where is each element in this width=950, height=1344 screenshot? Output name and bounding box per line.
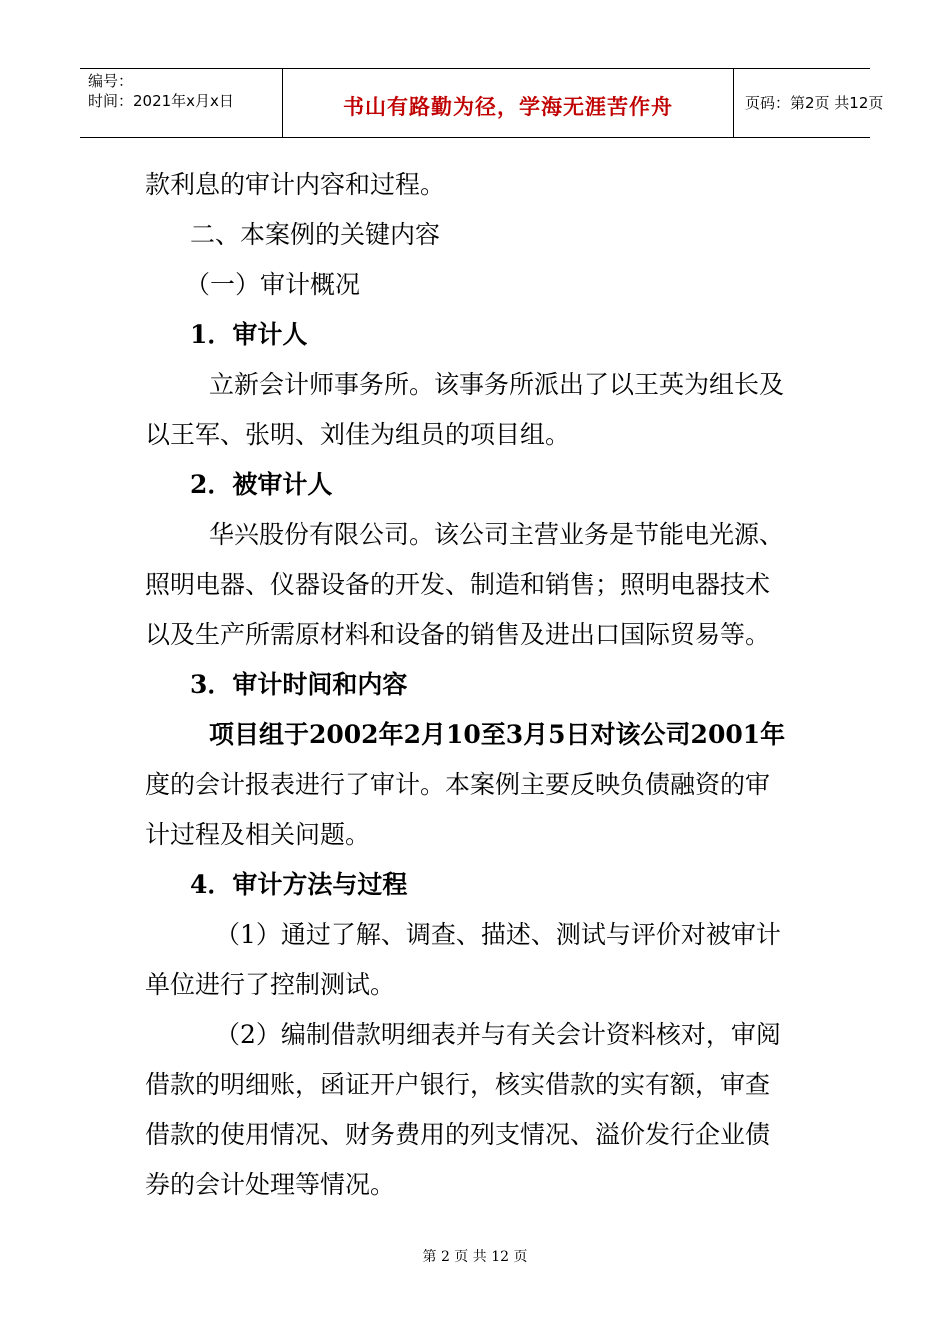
body-line: 以及生产所需原材料和设备的销售及进出口国际贸易等。 xyxy=(145,620,771,649)
body-line: 借款的明细账，函证开户银行，核实借款的实有额，审查 xyxy=(145,1070,771,1099)
body-line: 款利息的审计内容和过程。 xyxy=(145,170,446,199)
body-line: 计过程及相关问题。 xyxy=(145,820,371,849)
page-header xyxy=(80,68,884,138)
body-line: 项目组于2002年2月10至3月5日对该公司2001年 xyxy=(209,720,786,749)
item-heading: 1．审计人 xyxy=(190,320,308,349)
document-number-label: 编号： xyxy=(88,72,134,90)
header-motto-cell xyxy=(282,69,734,137)
document-body xyxy=(145,160,810,1210)
document-date: 时间：2021年x月x日 xyxy=(88,92,234,110)
section-heading: 二、本案例的关键内容 xyxy=(190,220,441,249)
body-line: （2）编制借款明细表并与有关会计资料核对，审阅 xyxy=(215,1020,781,1049)
body-line: 借款的使用情况、财务费用的列支情况、溢价发行企业债 xyxy=(145,1120,771,1149)
body-line: 立新会计师事务所。该事务所派出了以王英为组长及 xyxy=(209,370,785,399)
page-footer: 第 2 页 共 12 页 xyxy=(422,1249,528,1265)
subsection-heading: （一）审计概况 xyxy=(185,270,361,299)
header-motto: 书山有路勤为径，学海无涯苦作舟 xyxy=(343,95,673,119)
header-page-info: 页码：第2页 共12页 xyxy=(745,94,884,112)
item-heading: 4．审计方法与过程 xyxy=(190,870,408,899)
item-heading: 3．审计时间和内容 xyxy=(190,670,408,699)
body-line: 华兴股份有限公司。该公司主营业务是节能电光源、 xyxy=(209,520,785,549)
body-line: 券的会计处理等情况。 xyxy=(145,1170,396,1199)
body-line: （1）通过了解、调查、描述、测试与评价对被审计 xyxy=(215,920,781,949)
item-heading: 2．被审计人 xyxy=(190,470,333,499)
body-line: 度的会计报表进行了审计。本案例主要反映负债融资的审 xyxy=(145,770,771,799)
body-line: 照明电器、仪器设备的开发、制造和销售；照明电器技术 xyxy=(145,570,771,599)
body-line: 单位进行了控制测试。 xyxy=(145,970,396,999)
body-line: 以王军、张明、刘佳为组员的项目组。 xyxy=(145,420,571,449)
header-left-cell xyxy=(80,69,282,137)
header-right-cell xyxy=(733,69,884,137)
